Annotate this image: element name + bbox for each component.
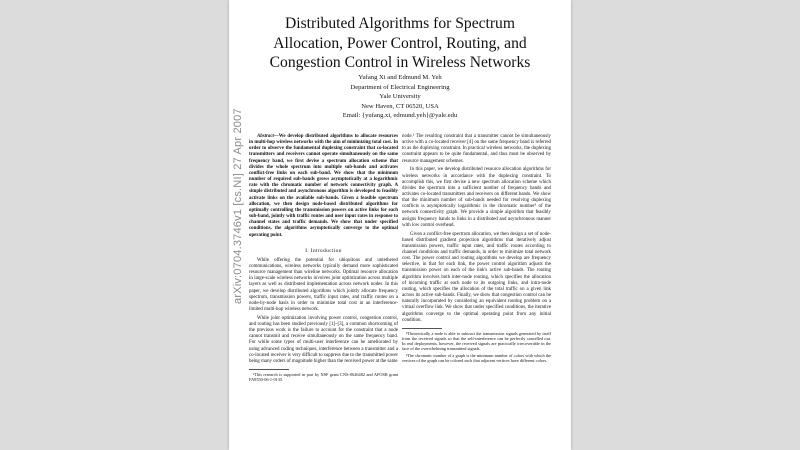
footnote-divider <box>402 328 442 329</box>
affiliation-address: New Haven, CT 06520, USA <box>361 102 439 110</box>
author-email: Email: {yufang.xi, edmund.yeh}@yale.edu <box>342 112 458 120</box>
footnote: ³The chromatic number of a graph is the minimum number of colors with which the vertices of the graph can be colored such that adjacent vertices have different colors. <box>402 352 551 363</box>
affiliation-department: Department of Electrical Engineering <box>350 83 450 91</box>
author-names: Yufang Xi and Edmund M. Yeh <box>358 74 442 81</box>
paper-title: Distributed Algorithms for Spectrum Allocation, Power Control, Routing, and Congestion Control in Wireless Networks <box>269 15 531 71</box>
paper-page <box>229 0 571 450</box>
body-paragraph: While offering the potential for ubiquitous and untethered communications, wireless networks typically demand more sophisticated resource management than wireline networks. Optimal resource allocation in large-scale wireless networks involves joint optimization across multiple layers as well as distributed implementation across network nodes. In this paper, we develop distributed algorithms which jointly allocate frequency spectrum, transmission powers, traffic input rates, and traffic routes on a node-by-node basis in order to minimize total cost in an interference-limited multi-hop wireless network. <box>249 257 398 313</box>
body-paragraph: Given a conflict-free spectrum allocation, we then design a set of node-based distributed gradient projection algorithms that iteratively adjust transmission powers, traffic input rates, and traffic routes according to channel conditions and traffic demands, in order to minimize total network cost. The power control and routing algorithms we develop are frequency selective, in that for each link, the power control algorithm adjusts the transmission power on each of the link's active sub-bands. The routing algorithm involves both inter-node routing, which specifies the allocation of incoming traffic at each node to its outgoing links, and intra-node routing, which specifies the allocation of the total traffic on a given link across its active sub-bands. Finally, we show that congestion control can be naturally incorporated by considering an equivalent routing problem on a virtual overflow link. We show that under specified conditions, the iterative algorithms converge to the optimal operating point from any initial condition. <box>402 231 551 323</box>
arxiv-identifier: arXiv:0704.3746v1 [cs.NI] 27 Apr 2007 <box>232 108 244 304</box>
left-column <box>249 134 398 383</box>
abstract-text: —We develop distributed algorithms to allocate resources in multi-hop wireless networks with the aim of minimizing total cost. In order to observe the fundamental duplexing constraint that co-located transmitters and receivers cannot operate simultaneously on the same frequency band, we first devise a spectrum allocation scheme that divides the whole spectrum into multiple sub-bands and activates conflict-free links on each sub-band. We show that the minimum number of required sub-bands grows asymptotically at a logarithmic rate with the chromatic number of network connectivity graph. A simple distributed and asynchronous algorithm is developed to feasibly activate links on the available sub-bands. Given a feasible spectrum allocation, we then design node-based distributed algorithms for optimally controlling the transmission powers on active links for each sub-band, jointly with traffic routes and user input rates in response to channel states and traffic demands. We show that under specified conditions, the algorithms asymptotically converge to the optimal operating point. <box>249 134 398 238</box>
footnote: ²Theoretically a node is able to subtract the transmission signals generated by itself from the received signals so that the self-interference can be perfectly cancelled out. In real deployments, however, the received signals are practically irrecoverable in the face of the overwhelming transmitted signals. <box>402 330 551 352</box>
abstract-label: Abstract <box>257 134 274 139</box>
right-column <box>402 134 551 364</box>
body-paragraph: In this paper, we develop distributed resource allocation algorithms for wireless networks in accordance with the duplexing constraint. To accomplish this, we first devise a new spectrum allocation scheme which divides the spectrum into a sufficient number of frequency bands and activates co-located transmitters and receivers on different bands. We show that the minimum number of sub-bands needed for resolving duplexing conflicts is asymptotically logarithmic in the chromatic number³ of the network connectivity graph. We provide a simple algorithm that feasibly assigns frequency bands to links in a distributed and asynchronous manner with low control overhead. <box>402 167 551 228</box>
body-paragraph: node.² The resulting constraint that a transmitter cannot be simultaneously active with a co-located receiver [4] on the same frequency band is referred to as the duplexing constraint. In practical wireless networks, the duplexing constraint appears to be quite fundamental, and thus must be observed by resource management schemes. <box>402 134 551 164</box>
section-heading-introduction: I. Introduction <box>305 247 342 254</box>
footnote-divider <box>249 369 289 370</box>
affiliation-university: Yale University <box>379 93 421 101</box>
body-paragraph: While joint optimization involving power control, congestion control, and routing has been studied previously [1]–[3], a common shortcoming of the previous work is the failure to account for the constraint that a node cannot transmit and receive simultaneously on the same frequency band. For while some types of multi-user interference can be ameliorated by using advanced coding techniques, interference between a transmitter and a co-located receiver is very difficult to suppress due to the transmitted power being many orders of magnitude higher than the received power at the same <box>249 315 398 364</box>
abstract <box>249 134 398 239</box>
author-block <box>249 73 551 121</box>
footnote: ¹This research is supported in part by NSF grant CNS-0626482 and AFOSR grant FA9550-06-1-0135. <box>249 372 398 383</box>
